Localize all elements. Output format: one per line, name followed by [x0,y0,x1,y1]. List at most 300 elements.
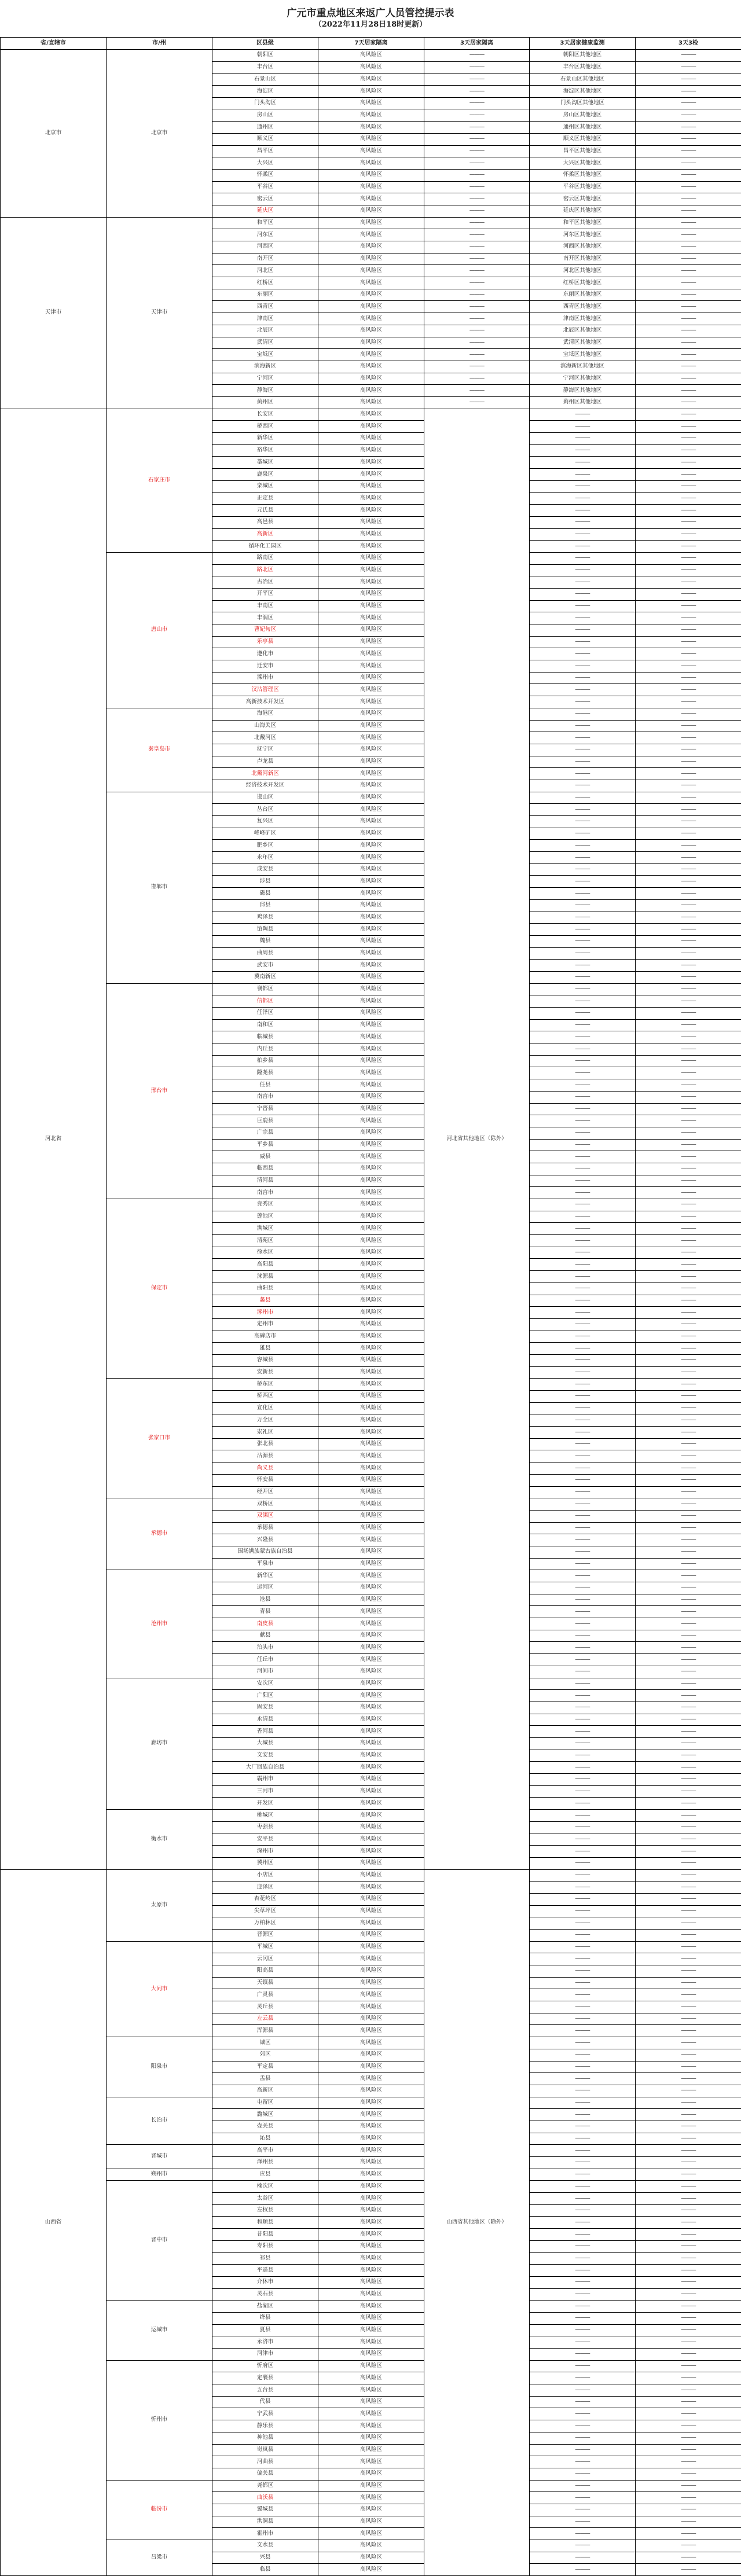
test-cell: ——— [636,672,741,684]
high-risk-cell: 高风险区 [318,2384,424,2397]
high-risk-cell: 高风险区 [318,1295,424,1307]
district-cell: 高阳县 [212,1259,318,1271]
test-cell: ——— [636,1929,741,1941]
high-risk-cell: 高风险区 [318,1127,424,1139]
monitor-cell: ——— [530,947,636,960]
test-cell: ——— [636,636,741,648]
test-cell: ——— [636,325,741,337]
test-cell: ——— [636,1079,741,1092]
test-cell: ——— [636,122,741,134]
high-risk-cell: 高风险区 [318,1354,424,1366]
monitor-cell: ——— [530,1199,636,1211]
high-risk-cell: 高风险区 [318,2564,424,2576]
district-cell: 馆陶县 [212,924,318,936]
district-cell: 代县 [212,2396,318,2408]
test-cell: ——— [636,1115,741,1127]
test-cell: ——— [636,421,741,433]
monitor-cell: ——— [530,2528,636,2540]
isolation-3day-cell: ——— [424,109,530,122]
district-cell: 祁县 [212,2252,318,2265]
test-cell: ——— [636,2013,741,2025]
isolation-3day-cell: ——— [424,325,530,337]
high-risk-cell: 高风险区 [318,840,424,852]
high-risk-cell: 高风险区 [318,983,424,995]
test-cell: ——— [636,612,741,624]
monitor-cell: ——— [530,2372,636,2384]
high-risk-cell: 高风险区 [318,2025,424,2037]
monitor-cell: ——— [530,1582,636,1594]
high-risk-cell: 高风险区 [318,396,424,409]
monitor-cell: ——— [530,1091,636,1103]
test-cell: ——— [636,169,741,181]
district-cell: 宁晋县 [212,1103,318,1115]
isolation-3day-cell: ——— [424,241,530,253]
high-risk-cell: 高风险区 [318,1187,424,1199]
high-risk-cell: 高风险区 [318,995,424,1008]
district-cell: 元氏县 [212,505,318,517]
monitor-cell: ——— [530,696,636,708]
monitor-cell: ——— [530,1893,636,1905]
district-cell: 任县 [212,1079,318,1092]
monitor-cell: ——— [530,2552,636,2564]
district-cell: 竞秀区 [212,1199,318,1211]
city-cell: 长治市 [107,2097,212,2145]
district-cell: 东丽区 [212,289,318,301]
district-cell: 广宗县 [212,1127,318,1139]
high-risk-cell: 高风险区 [318,2265,424,2277]
test-cell: ——— [636,385,741,397]
high-risk-cell: 高风险区 [318,2432,424,2444]
district-cell: 古冶区 [212,576,318,589]
test-cell: ——— [636,912,741,924]
province-other-area-cell: 河北省其他地区（除外） [424,409,530,1869]
high-risk-cell: 高风险区 [318,2516,424,2528]
high-risk-cell: 高风险区 [318,2528,424,2540]
district-cell: 城区 [212,2037,318,2049]
test-cell: ——— [636,1522,741,1534]
test-cell: ——— [636,2276,741,2288]
district-cell: 榆次区 [212,2181,318,2193]
test-cell: ——— [636,1031,741,1043]
monitor-cell: 宁河区其他地区 [530,373,636,385]
monitor-cell: ——— [530,1055,636,1067]
isolation-3day-cell: ——— [424,181,530,193]
test-cell: ——— [636,2492,741,2504]
test-cell: ——— [636,1450,741,1462]
district-cell: 永济市 [212,2336,318,2349]
test-cell: ——— [636,349,741,361]
test-cell: ——— [636,229,741,241]
monitor-cell: ——— [530,2468,636,2480]
high-risk-cell: 高风险区 [318,1654,424,1666]
high-risk-cell: 高风险区 [318,74,424,86]
monitor-cell: ——— [530,828,636,840]
test-cell: ——— [636,2001,741,2013]
test-cell: ——— [636,1055,741,1067]
province-cell: 北京市 [1,50,107,218]
city-cell: 沧州市 [107,1570,212,1678]
monitor-cell: 静海区其他地区 [530,385,636,397]
test-cell: ——— [636,361,741,373]
monitor-cell: ——— [530,1606,636,1618]
test-cell: ——— [636,1019,741,1031]
monitor-cell: ——— [530,1139,636,1151]
monitor-cell: 密云区其他地区 [530,193,636,205]
high-risk-cell: 高风险区 [318,1008,424,1020]
test-cell: ——— [636,2504,741,2516]
isolation-3day-cell: ——— [424,205,530,217]
test-cell: ——— [636,1558,741,1570]
monitor-cell: ——— [530,648,636,660]
test-cell: ——— [636,1043,741,1056]
high-risk-cell: 高风险区 [318,2169,424,2181]
monitor-cell: ——— [530,1187,636,1199]
test-cell: ——— [636,409,741,421]
district-cell: 津南区 [212,313,318,325]
monitor-cell: ——— [530,1223,636,1235]
high-risk-cell: 高风险区 [318,2312,424,2324]
district-cell: 香河县 [212,1726,318,1738]
monitor-cell: ——— [530,409,636,421]
monitor-cell: ——— [530,2013,636,2025]
district-cell: 晋源区 [212,1929,318,1941]
monitor-cell: ——— [530,2097,636,2109]
header-3day-isolation: 3天居家隔离 [424,38,530,50]
district-cell: 门头沟区 [212,97,318,109]
test-cell: ——— [636,265,741,277]
monitor-cell: ——— [530,899,636,912]
city-cell: 太原市 [107,1869,212,1941]
district-cell: 南宫市 [212,1187,318,1199]
table-row [1,2181,741,2193]
monitor-cell: ——— [530,912,636,924]
test-cell: ——— [636,2181,741,2193]
monitor-cell: ——— [530,1702,636,1714]
district-cell: 魏县 [212,935,318,947]
high-risk-cell: 高风险区 [318,2396,424,2408]
high-risk-cell: 高风险区 [318,1486,424,1498]
district-cell: 房山区 [212,109,318,122]
district-cell: 临西县 [212,1163,318,1175]
district-cell: 河北区 [212,265,318,277]
test-cell: ——— [636,1510,741,1522]
district-cell: 桥东区 [212,1379,318,1391]
monitor-cell: ——— [530,2396,636,2408]
monitor-cell: ——— [530,2324,636,2336]
monitor-cell: ——— [530,2432,636,2444]
test-cell: ——— [636,1714,741,1726]
district-cell: 密云区 [212,193,318,205]
district-cell: 襄都区 [212,983,318,995]
test-cell: ——— [636,2133,741,2145]
high-risk-cell: 高风险区 [318,337,424,349]
high-risk-cell: 高风险区 [318,660,424,673]
district-cell: 朝阳区 [212,50,318,62]
high-risk-cell: 高风险区 [318,2013,424,2025]
table-row [1,2169,741,2181]
test-cell: ——— [636,2217,741,2229]
high-risk-cell: 高风险区 [318,1163,424,1175]
table-row [1,2301,741,2313]
high-risk-cell: 高风险区 [318,1474,424,1486]
high-risk-cell: 高风险区 [318,912,424,924]
test-cell: ——— [636,2564,741,2576]
monitor-cell: ——— [530,1558,636,1570]
table-row [1,2145,741,2157]
test-cell: ——— [636,373,741,385]
monitor-cell: ——— [530,1414,636,1427]
test-cell: ——— [636,1366,741,1379]
isolation-3day-cell: ——— [424,97,530,109]
monitor-cell: ——— [530,1307,636,1319]
district-cell: 平城区 [212,1941,318,1953]
test-cell: ——— [636,145,741,157]
high-risk-cell: 高风险区 [318,732,424,744]
high-risk-cell: 高风险区 [318,2097,424,2109]
district-cell: 曲阳县 [212,1283,318,1295]
district-cell: 涞源县 [212,1271,318,1283]
district-cell: 蠡县 [212,1295,318,1307]
high-risk-cell: 高风险区 [318,696,424,708]
high-risk-cell: 高风险区 [318,457,424,469]
monitor-cell: ——— [530,792,636,804]
monitor-cell: ——— [530,1067,636,1079]
district-cell: 张北县 [212,1438,318,1450]
district-cell: 藁城区 [212,457,318,469]
district-cell: 柏乡县 [212,1055,318,1067]
test-cell: ——— [636,1331,741,1343]
high-risk-cell: 高风险区 [318,2468,424,2480]
district-cell: 尧都区 [212,2480,318,2492]
high-risk-cell: 高风险区 [318,1666,424,1678]
district-cell: 霸州市 [212,1774,318,1786]
district-cell: 和顺县 [212,2217,318,2229]
monitor-cell: ——— [530,935,636,947]
district-cell: 丰润区 [212,612,318,624]
high-risk-cell: 高风险区 [318,1019,424,1031]
high-risk-cell: 高风险区 [318,253,424,265]
monitor-cell: ——— [530,2516,636,2528]
test-cell: ——— [636,1103,741,1115]
high-risk-cell: 高风险区 [318,1690,424,1702]
high-risk-cell: 高风险区 [318,1211,424,1223]
test-cell: ——— [636,600,741,612]
district-cell: 昔阳县 [212,2229,318,2241]
test-cell: ——— [636,1941,741,1953]
monitor-cell: ——— [530,756,636,768]
district-cell: 崇礼区 [212,1427,318,1439]
high-risk-cell: 高风险区 [318,1833,424,1846]
monitor-cell: ——— [530,852,636,864]
high-risk-cell: 高风险区 [318,480,424,493]
high-risk-cell: 高风险区 [318,1726,424,1738]
monitor-cell: 怀柔区其他地区 [530,169,636,181]
high-risk-cell: 高风险区 [318,493,424,505]
district-cell: 涿州市 [212,1307,318,1319]
monitor-cell: ——— [530,2408,636,2420]
high-risk-cell: 高风险区 [318,588,424,600]
monitor-cell: ——— [530,2444,636,2456]
monitor-cell: ——— [530,660,636,673]
test-cell: ——— [636,2157,741,2169]
test-cell: ——— [636,50,741,62]
test-cell: ——— [636,2420,741,2432]
monitor-cell: ——— [530,1774,636,1786]
district-cell: 海淀区 [212,86,318,98]
high-risk-cell: 高风险区 [318,193,424,205]
test-cell: ——— [636,493,741,505]
high-risk-cell: 高风险区 [318,2049,424,2061]
high-risk-cell: 高风险区 [318,1438,424,1450]
monitor-cell: ——— [530,2085,636,2097]
test-cell: ——— [636,1271,741,1283]
monitor-cell: ——— [530,541,636,553]
monitor-cell: ——— [530,588,636,600]
monitor-cell: ——— [530,2265,636,2277]
high-risk-cell: 高风险区 [318,1534,424,1546]
district-cell: 寿阳县 [212,2240,318,2252]
district-cell: 顺义区 [212,133,318,145]
test-cell: ——— [636,2265,741,2277]
district-cell: 循环化工园区 [212,541,318,553]
district-cell: 经开区 [212,1486,318,1498]
monitor-cell: ——— [530,457,636,469]
table-row [1,50,741,62]
monitor-cell: ——— [530,2252,636,2265]
monitor-cell: ——— [530,1008,636,1020]
high-risk-cell: 高风险区 [318,157,424,170]
high-risk-cell: 高风险区 [318,1798,424,1810]
high-risk-cell: 高风险区 [318,624,424,637]
city-cell: 阳泉市 [107,2037,212,2097]
high-risk-cell: 高风险区 [318,409,424,421]
test-cell: ——— [636,1067,741,1079]
high-risk-cell: 高风险区 [318,2073,424,2085]
test-cell: ——— [636,840,741,852]
isolation-3day-cell: ——— [424,265,530,277]
high-risk-cell: 高风险区 [318,1498,424,1511]
monitor-cell: 滨海新区其他地区 [530,361,636,373]
monitor-cell: ——— [530,2145,636,2157]
header-city: 市/州 [107,38,212,50]
monitor-cell: ——— [530,816,636,828]
high-risk-cell: 高风险区 [318,828,424,840]
high-risk-cell: 高风险区 [318,2360,424,2372]
high-risk-cell: 高风险区 [318,816,424,828]
district-cell: 宣化区 [212,1402,318,1414]
city-cell: 晋城市 [107,2145,212,2169]
district-cell: 安次区 [212,1678,318,1690]
high-risk-cell: 高风险区 [318,1139,424,1151]
district-cell: 石景山区 [212,74,318,86]
monitor-cell: ——— [530,1474,636,1486]
district-cell: 冀州区 [212,1857,318,1869]
district-cell: 枣强县 [212,1821,318,1833]
district-cell: 大城县 [212,1737,318,1750]
test-cell: ——— [636,1630,741,1642]
monitor-cell: ——— [530,2109,636,2121]
high-risk-cell: 高风险区 [318,1618,424,1630]
city-cell: 临汾市 [107,2480,212,2540]
monitor-cell: 房山区其他地区 [530,109,636,122]
high-risk-cell: 高风险区 [318,2061,424,2073]
high-risk-cell: 高风险区 [318,1785,424,1798]
monitor-cell: ——— [530,1498,636,1511]
district-cell: 迎泽区 [212,1882,318,1894]
district-cell: 灵石县 [212,2288,318,2301]
high-risk-cell: 高风险区 [318,373,424,385]
title-block [0,0,741,37]
monitor-cell: ——— [530,1666,636,1678]
monitor-cell: ——— [530,1678,636,1690]
district-cell: 绛县 [212,2312,318,2324]
test-cell: ——— [636,1953,741,1965]
monitor-cell: ——— [530,2025,636,2037]
monitor-cell: 南开区其他地区 [530,253,636,265]
monitor-cell: 顺义区其他地区 [530,133,636,145]
test-cell: ——— [636,1163,741,1175]
isolation-3day-cell: ——— [424,385,530,397]
high-risk-cell: 高风险区 [318,97,424,109]
monitor-cell: 红桥区其他地区 [530,277,636,289]
test-cell: ——— [636,696,741,708]
district-cell: 信都区 [212,995,318,1008]
monitor-cell: ——— [530,421,636,433]
monitor-cell: ——— [530,1391,636,1403]
monitor-cell: ——— [530,2121,636,2133]
test-cell: ——— [636,337,741,349]
high-risk-cell: 高风险区 [318,2480,424,2492]
monitor-cell: ——— [530,1031,636,1043]
high-risk-cell: 高风险区 [318,2288,424,2301]
province-other-area-cell: 山西省其他地区（除外） [424,1869,530,2576]
high-risk-cell: 高风险区 [318,265,424,277]
isolation-3day-cell: ——— [424,86,530,98]
high-risk-cell: 高风险区 [318,960,424,972]
high-risk-cell: 高风险区 [318,2193,424,2205]
test-cell: ——— [636,1427,741,1439]
high-risk-cell: 高风险区 [318,2181,424,2193]
monitor-cell: ——— [530,2360,636,2372]
isolation-3day-cell: ——— [424,361,530,373]
high-risk-cell: 高风险区 [318,61,424,74]
test-cell: ——— [636,1235,741,1247]
test-cell: ——— [636,684,741,696]
high-risk-cell: 高风险区 [318,876,424,888]
high-risk-cell: 高风险区 [318,169,424,181]
district-cell: 安平县 [212,1833,318,1846]
test-cell: ——— [636,1737,741,1750]
test-cell: ——— [636,1211,741,1223]
district-cell: 夏县 [212,2324,318,2336]
monitor-cell: 平谷区其他地区 [530,181,636,193]
table-row [1,409,741,421]
district-cell: 冀南新区 [212,971,318,983]
high-risk-cell: 高风险区 [318,1091,424,1103]
monitor-cell: ——— [530,469,636,481]
high-risk-cell: 高风险区 [318,133,424,145]
isolation-3day-cell: ——— [424,289,530,301]
district-cell: 霍州市 [212,2528,318,2540]
test-cell: ——— [636,792,741,804]
high-risk-cell: 高风险区 [318,1558,424,1570]
district-cell: 河曲县 [212,2456,318,2468]
monitor-cell: ——— [530,2073,636,2085]
monitor-cell: ——— [530,1079,636,1092]
high-risk-cell: 高风险区 [318,289,424,301]
high-risk-cell: 高风险区 [318,1857,424,1869]
test-cell: ——— [636,1570,741,1582]
